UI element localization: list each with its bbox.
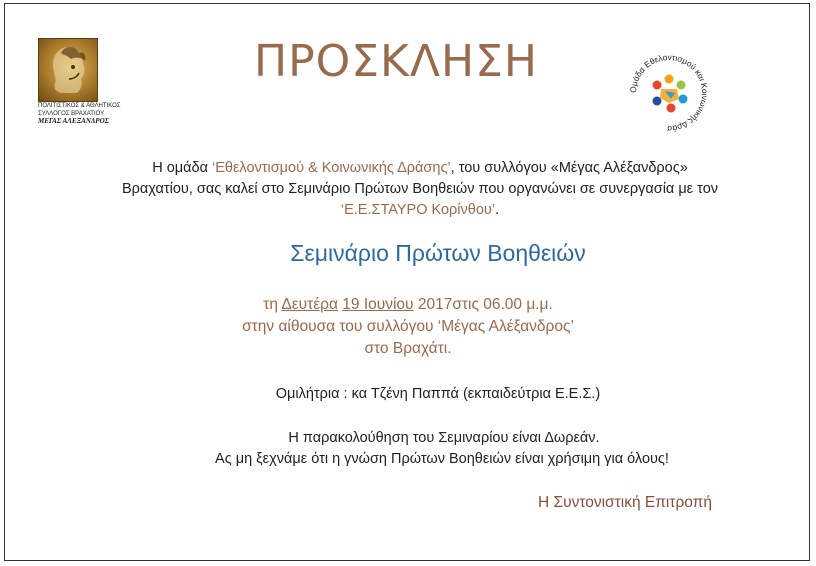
partner-name: ‘Ε.Ε.ΣΤΑΥΡΟ Κορίνθου’: [340, 202, 496, 218]
seminar-heading: [0, 240, 816, 267]
seminar-heading-text: Σεμινάριο Πρώτων Βοηθειών: [290, 240, 586, 266]
free-line2: Ας μη ξεχνάμε ότι η γνώση Πρώτων Βοηθειών είναι χρήσιμη για όλους!: [215, 451, 669, 467]
event-venue: στην αίθουσα του συλλόγου ‘Μέγας Αλέξανδρος’: [242, 318, 574, 335]
volunteer-logo-text: Ομάδα Εθελοντισμού και Κοινωνικής Δράσ: [627, 51, 711, 135]
group-name: ‘Εθελοντισμού & Κοινωνικής Δράσης’: [212, 160, 451, 176]
page-title-text: ΠΡΟΣΚΛΗΣΗ: [254, 36, 538, 87]
invitation-text: [70, 158, 770, 221]
club-caption: [38, 103, 158, 126]
event-time: 2017στις 06.00 μ.μ.: [413, 296, 553, 313]
event-details: [0, 294, 816, 360]
event-day: Δευτέρα: [281, 296, 338, 313]
event-date: 19 Ιουνίου: [342, 296, 414, 313]
free-line1: Η παρακολούθηση του Σεμιναρίου είναι Δωρεάν.: [288, 430, 600, 446]
club-caption-line2: ΣΥΛΛΟΓΟΣ ΒΡΑΧΑΤΙΟΥ: [38, 110, 105, 117]
intro-part1: Η ομάδα: [152, 160, 213, 176]
intro-part2: , του συλλόγου «Μέγας Αλέξανδρος»: [450, 160, 688, 176]
club-caption-line3: ΜΕΓΑΣ ΑΛΕΞΑΝΔΡΟΣ: [38, 117, 109, 125]
date-prefix: τη: [263, 296, 282, 313]
intro-part4: .: [495, 202, 500, 218]
speaker-text: Ομιλήτρια : κα Τζένη Παππά (εκπαιδεύτρια Ε.Ε.Σ.): [275, 386, 601, 402]
event-date-line: [0, 294, 816, 316]
volunteer-group-logo-icon: [626, 50, 712, 136]
speaker-line: [0, 386, 816, 402]
intro-part3: Βραχατίου, σας καλεί στο Σεμινάριο Πρώτων Βοηθειών που οργανώνει σε συνεργασία με τον: [121, 181, 719, 197]
free-attendance-note: [0, 428, 816, 470]
event-town: στο Βραχάτι.: [364, 340, 452, 357]
signature: Η Συντονιστική Επιτροπή: [538, 494, 712, 511]
club-caption-line1: ΠΟΛΙΤΙΣΤΙΚΟΣ & ΑΘΛΗΤΙΚΟΣ: [38, 103, 121, 109]
